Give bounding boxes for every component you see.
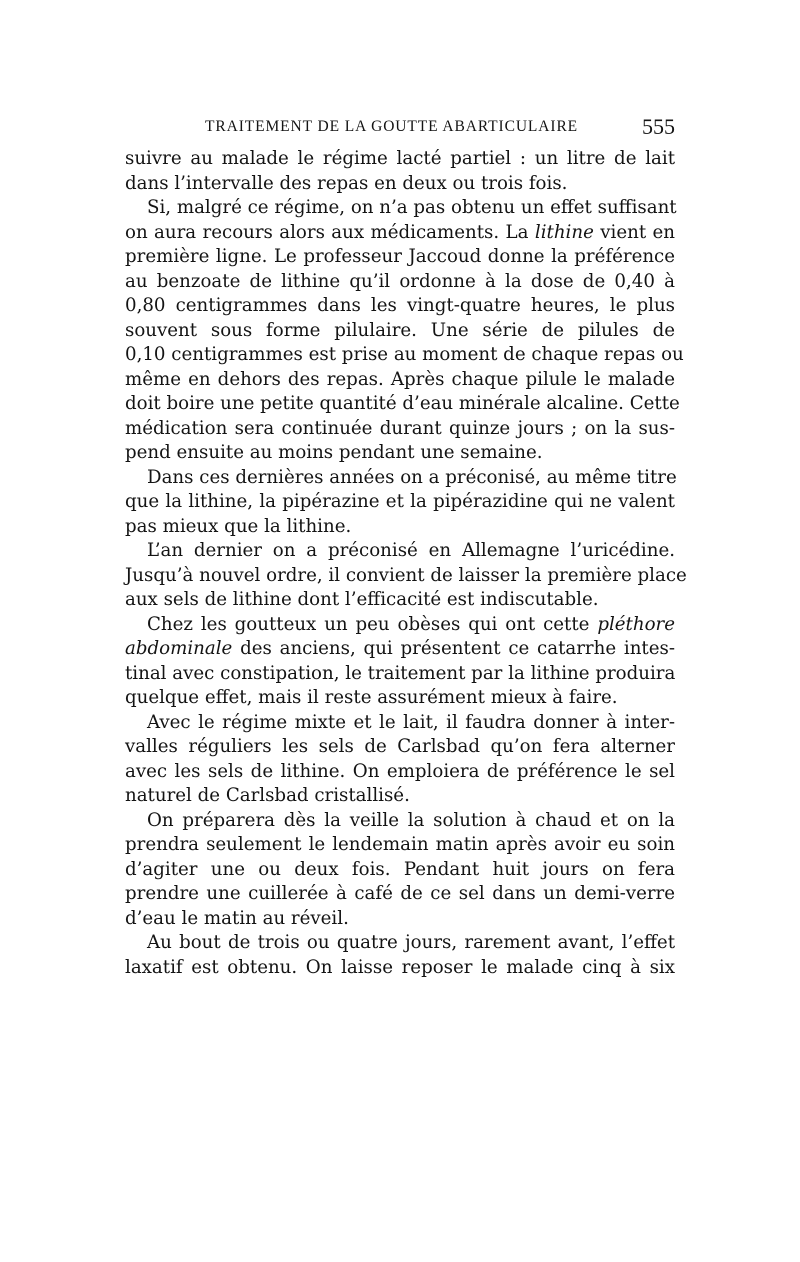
paragraph xyxy=(125,466,675,540)
emphasized-term: lithine xyxy=(534,221,594,243)
text-line: au benzoate de lithine qu’il ordonne à la dose de 0,40 à xyxy=(125,270,675,292)
emphasized-term: abdominale xyxy=(125,638,233,659)
page-number: 555 xyxy=(642,114,675,139)
paragraph xyxy=(125,711,675,809)
text-line: L’an dernier on a préconisé en Allemagne l’uricédine. xyxy=(147,540,675,561)
text-line: même en dehors des repas. Après chaque pilule le malade xyxy=(125,368,675,390)
text-line: tinal avec constipation, le traitement par la lithine produira xyxy=(125,662,676,684)
running-title: TRAITEMENT DE LA GOUTTE ABARTICULAIRE xyxy=(205,118,579,135)
text-line: Si, malgré ce régime, on n’a pas obtenu un effet suffisant xyxy=(147,197,677,218)
text-line: prendre une cuillerée à café de ce sel dans un demi-verre xyxy=(125,883,675,904)
text-line: Avec le régime mixte et le lait, il faudra donner à inter- xyxy=(147,711,675,733)
paragraph xyxy=(125,196,684,466)
text-line xyxy=(125,221,675,246)
text-line: quelque effet, mais il reste assurément mieux à faire. xyxy=(125,687,618,708)
text-line: On préparera dès la veille la solution à chaud et on la xyxy=(147,809,675,831)
text-line: 0,10 centigrammes est prise au moment de chaque repas ou xyxy=(125,344,684,365)
text-line: souvent sous forme pilulaire. Une série de pilules de xyxy=(125,319,675,341)
page-header xyxy=(205,114,675,138)
paragraph xyxy=(125,147,675,196)
text-fragment: on aura recours alors aux médicaments. La xyxy=(125,221,529,243)
page-body xyxy=(125,147,687,980)
text-line xyxy=(125,637,675,662)
text-line: d’agiter une ou deux fois. Pendant huit jours on fera xyxy=(125,858,675,880)
text-line: 0,80 centigrammes dans les vingt-quatre heures, le plus xyxy=(125,295,675,316)
paragraph xyxy=(125,613,675,711)
text-line: aux sels de lithine dont l’efficacité est indiscutable. xyxy=(125,589,599,610)
text-line: doit boire une petite quantité d’eau minérale alcaline. Cette xyxy=(125,393,680,414)
text-line: médication sera continuée durant quinze jours ; on la sus- xyxy=(125,417,675,439)
text-fragment: Chez les goutteux un peu obèses qui ont cette xyxy=(147,613,590,635)
text-line: valles réguliers les sels de Carlsbad qu’on fera alterner xyxy=(125,736,675,757)
text-line: que la lithine, la pipérazine et la pipérazidine qui ne valent xyxy=(125,491,675,512)
text-line: avec les sels de lithine. On emploiera de préférence le sel xyxy=(125,760,675,782)
paragraph xyxy=(125,931,675,980)
text-line: laxatif est obtenu. On laisse reposer le malade cinq à six xyxy=(125,956,675,978)
text-line: suivre au malade le régime lacté partiel : un litre de lait xyxy=(125,148,675,169)
paragraph xyxy=(125,809,675,932)
emphasized-term: pléthore xyxy=(597,613,675,635)
text-line: dans l’intervalle des repas en deux ou trois fois. xyxy=(125,172,568,194)
text-fragment: des anciens, qui présentent ce catarrhe intes- xyxy=(240,638,675,659)
text-line: Au bout de trois ou quatre jours, rarement avant, l’effet xyxy=(147,932,675,953)
text-line: Dans ces dernières années on a préconisé, au même titre xyxy=(147,466,677,488)
text-line: prendra seulement le lendemain matin après avoir eu soin xyxy=(125,834,675,855)
text-line: naturel de Carlsbad cristallisé. xyxy=(125,785,410,806)
text-line: Jusqu’à nouvel ordre, il convient de laisser la première place xyxy=(125,564,687,586)
text-line: pas mieux que la lithine. xyxy=(125,515,352,537)
paragraph xyxy=(125,539,687,613)
text-line: d’eau le matin au réveil. xyxy=(125,907,349,929)
text-line: première ligne. Le professeur Jaccoud donne la préférence xyxy=(125,246,675,267)
text-line: pend ensuite au moins pendant une semaine. xyxy=(125,442,543,463)
text-line xyxy=(125,613,675,638)
text-fragment: vient en xyxy=(600,221,675,243)
